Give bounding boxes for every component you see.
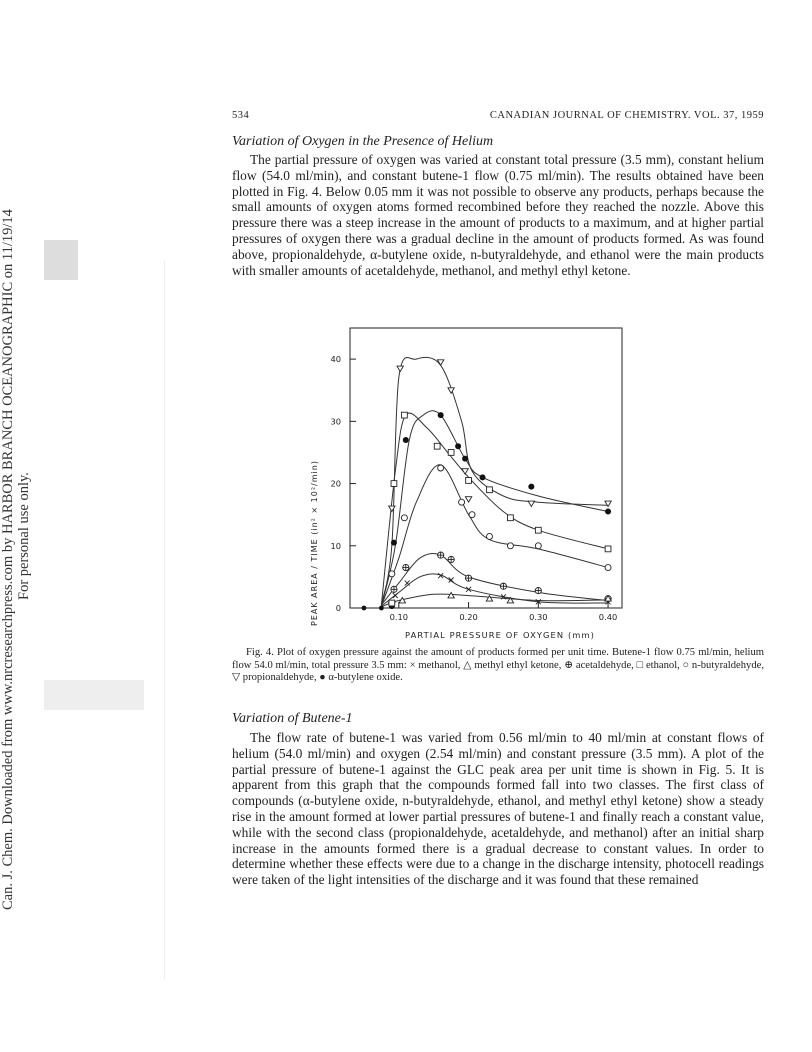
running-head	[232, 110, 764, 126]
data-point-n-butyraldehyde	[438, 465, 444, 471]
y-tick-label: 20	[330, 478, 341, 489]
data-point-n-butyraldehyde	[486, 533, 492, 539]
figure-caption: Fig. 4. Plot of oxygen pressure against the amount of products formed per unit time. Butene-1 flow 0.75 ml/min, helium flow 54.0 ml/min, total pressure 3.5 mm: × methanol, △ methyl ethyl ketone, ⊕ acetaldehyde, □ ethanol, ○ n-butyraldehyde, ▽ propionaldehyde, ● α-butylene oxide.	[232, 647, 764, 683]
data-point-acetaldehyde	[448, 556, 454, 562]
data-point-acetaldehyde	[438, 552, 444, 558]
y-tick-label: 30	[330, 416, 341, 427]
journal-title: CANADIAN JOURNAL OF CHEMISTRY. VOL. 37, 1959	[489, 110, 764, 121]
data-point-n-butyraldehyde	[535, 543, 541, 549]
data-point-propionaldehyde	[465, 497, 471, 502]
x-tick-label: 0.10	[389, 612, 409, 622]
data-point-ethanol	[391, 481, 397, 487]
data-point-methanol	[393, 593, 398, 598]
data-point-origin	[379, 606, 384, 611]
watermark-download-line: Can. J. Chem. Downloaded from www.nrcresearchpress.com by HARBOR BRANCH OCEANOGRAPHIC on 11/19/14	[0, 209, 16, 910]
data-point-n-butyraldehyde	[507, 543, 513, 549]
data-point-butylene-oxide	[391, 540, 397, 546]
y-tick-label-zero: 0	[335, 603, 341, 613]
data-point-butylene-oxide	[528, 484, 534, 490]
body-paragraph-butene: The flow rate of butene-1 was varied from 0.56 ml/min to 40 ml/min at constant flows of helium (54.0 ml/min) and oxygen (2.54 ml/min) and constant pressure (3.5 mm). A plot of the partial pressure of butene-1 against the GLC peak area per unit time is shown in Fig. 5. It is apparent from this graph that the compounds formed fall into two classes. The first class of compounds (α-butylene oxide, n-butyraldehyde, ethanol, and methyl ethyl ketone) show a steady rise in the amount formed at lower partial pressures of butene-1 and finally reach a constant value, while with the second class (propionaldehyde, acetaldehyde, and methanol) after an initial sharp increase in the amounts formed there is a gradual decrease to constant values. In order to determine whether these effects were due to a change in the discharge intensity, photocell readings were taken of the light intensities of the discharge and it was found that these remained	[232, 730, 764, 888]
data-point-propionaldehyde	[389, 506, 395, 511]
section-heading-oxygen: Variation of Oxygen in the Presence of Helium	[232, 134, 494, 149]
data-point-n-butyraldehyde	[605, 565, 611, 571]
series-curve-ethanol	[381, 413, 608, 605]
series-curve-methanol	[381, 574, 608, 606]
data-point-n-butyraldehyde	[389, 571, 395, 577]
data-point-methyl-ethyl-ketone	[448, 593, 454, 598]
data-point-butylene-oxide	[403, 437, 409, 443]
data-point-propionaldehyde	[397, 366, 403, 371]
data-point-propionaldehyde	[448, 388, 454, 393]
data-point-acetaldehyde	[500, 583, 506, 589]
data-point-ethanol	[389, 600, 395, 606]
data-point-butylene-oxide	[438, 412, 444, 418]
watermark-use-line: For personal use only.	[16, 472, 32, 600]
page-number: 534	[232, 110, 250, 121]
data-point-n-butyraldehyde	[459, 499, 465, 505]
data-point-ethanol	[508, 515, 514, 521]
section-heading-butene: Variation of Butene-1	[232, 711, 353, 726]
data-point-ethanol	[466, 478, 472, 484]
data-point-ethanol	[434, 443, 440, 449]
data-point-propionaldehyde	[528, 501, 534, 506]
scan-speckle	[44, 680, 144, 710]
data-point-ethanol	[448, 450, 454, 456]
data-point-ethanol	[402, 412, 408, 418]
data-point-acetaldehyde	[403, 564, 409, 570]
data-point-acetaldehyde	[535, 587, 541, 593]
figure-4-chart	[300, 325, 640, 643]
data-point-butylene-oxide	[455, 443, 461, 449]
plot-frame	[350, 328, 622, 608]
data-point-origin	[362, 606, 367, 611]
data-point-butylene-oxide	[480, 474, 486, 480]
scan-shadow-line	[164, 260, 165, 980]
data-point-n-butyraldehyde	[469, 512, 475, 518]
series-curve-butylene-oxide	[381, 411, 608, 606]
series-curve-propionaldehyde	[381, 357, 608, 604]
series-curve-n-butyraldehyde	[381, 465, 608, 606]
data-point-n-butyraldehyde	[401, 515, 407, 521]
x-tick-label: 0.20	[459, 612, 478, 622]
x-tick-label: 0.40	[598, 612, 618, 622]
y-axis-label: PEAK AREA / TIME (in² × 10²/min)	[310, 460, 319, 626]
data-point-methyl-ethyl-ketone	[486, 596, 492, 601]
y-tick-label: 10	[330, 540, 341, 551]
y-tick-label: 40	[330, 354, 341, 365]
x-tick-label: 0.30	[529, 612, 548, 622]
data-point-acetaldehyde	[465, 575, 471, 581]
x-axis-label: PARTIAL PRESSURE OF OXYGEN (mm)	[405, 630, 595, 640]
data-point-butylene-oxide	[462, 456, 468, 462]
data-point-ethanol	[605, 546, 611, 552]
data-point-acetaldehyde	[391, 586, 397, 592]
body-paragraph-oxygen: The partial pressure of oxygen was varied at constant total pressure (3.5 mm), constant helium flow (54.0 ml/min), and constant butene-1 flow (0.75 ml/min). The results obtained have been plotted in Fig. 4. Below 0.05 mm it was not possible to observe any products, perhaps because the small amounts of oxygen atoms formed recombined before they reached the nozzle. Above this pressure there was a steep increase in the amount of products to a maximum, and at higher partial pressures of oxygen there was a gradual decline in the amount of products formed. As was found above, propionaldehyde, α-butylene oxide, n-butyraldehyde, and ethanol were the main products with smaller amounts of acetaldehyde, methanol, and methyl ethyl ketone.	[232, 152, 764, 278]
data-point-ethanol	[535, 527, 541, 533]
scan-speckle	[44, 240, 78, 280]
side-watermark	[0, 180, 30, 910]
data-point-butylene-oxide	[605, 509, 611, 515]
data-point-ethanol	[487, 487, 493, 493]
